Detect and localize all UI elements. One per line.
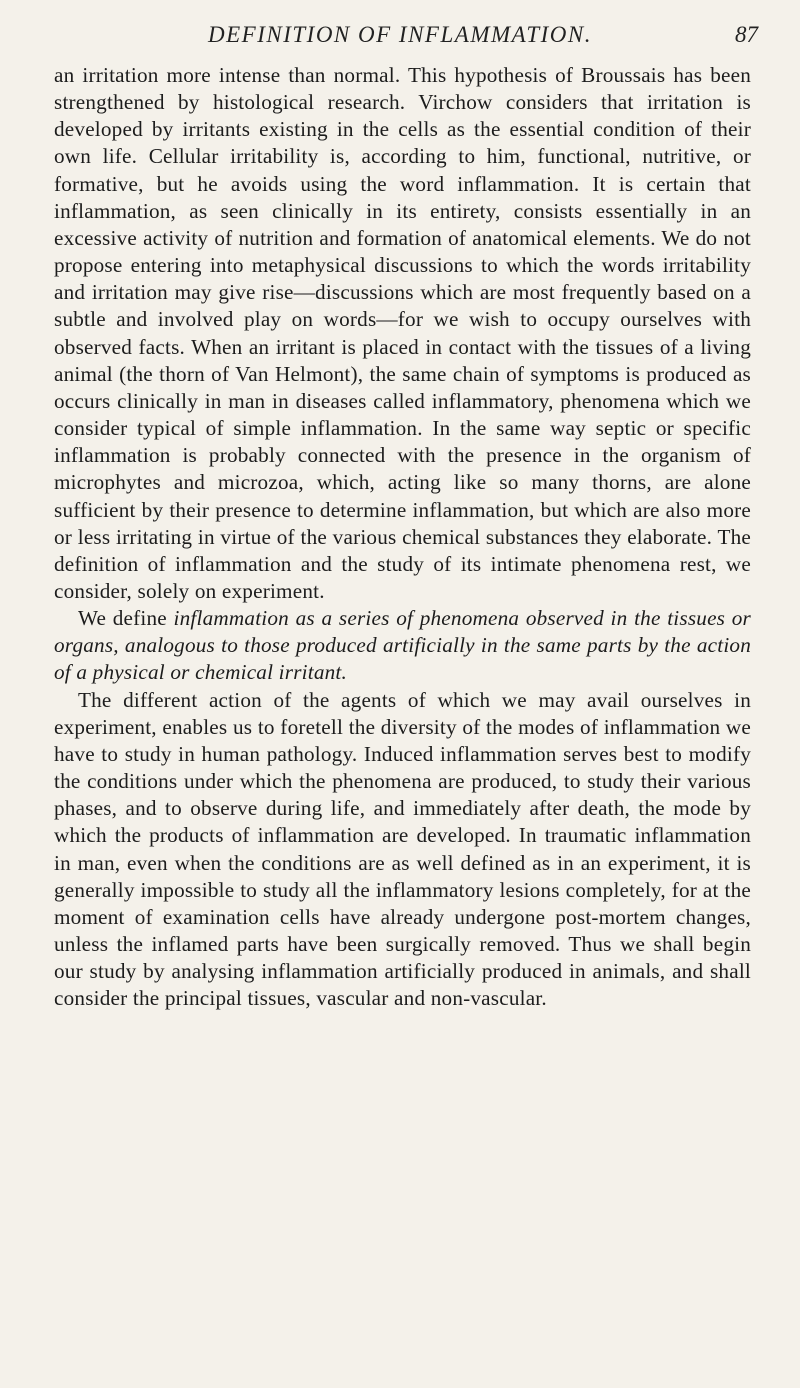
- paragraph-3: The different action of the agents of which we may avail ourselves in experiment, enables us to foretell the diversity of the modes of inflammation we have to study in human pathology. Induced inflammation serves best to modify the conditions under which the phenomena are produced, to study their various phases, and to observe during life, and immediately after death, the mode by which the products of inflammation are developed. In traumatic inflammation in man, even when the conditions are as well defined as in an experiment, it is generally impossible to study all the inflammatory lesions completely, for at the moment of examination cells have already undergone post-mortem changes, unless the inflamed parts have been surgically removed. Thus we shall begin our study by analysing inflammation artificially produced in animals, and shall consider the principal tissues, vascular and non-vascular.: [54, 687, 751, 1011]
- definition-lead-in: We define: [78, 606, 167, 631]
- definition-italic-text: inflammation as a series of phenomena observed in the tissues or organs, analogous to those produced artificially in the same parts by the action of a physical or chemical irritant.: [54, 606, 752, 685]
- body-text: [54, 62, 751, 1012]
- page-number: 87: [735, 22, 758, 47]
- paragraph-2-definition: [54, 605, 751, 686]
- running-title: DEFINITION OF INFLAMMATION.: [208, 22, 592, 47]
- page-header: [0, 14, 800, 54]
- paragraph-1: an irritation more intense than normal. This hypothesis of Broussais has been strengthened by histological research. Virchow considers that irritation is developed by irritants existing in the cells as the essential condition of their own life. Cellular irritability is, according to him, functional, nutritive, or formative, but he avoids using the word inflammation. It is certain that inflammation, as seen clinically in its entirety, consists essentially in an excessive activity of nutrition and formation of anatomical elements. We do not propose entering into metaphysical discussions to which the words irritability and irritation may give rise—discussions which are most frequently based on a subtle and involved play on words—for we wish to occupy ourselves with observed facts. When an irritant is placed in contact with the tissues of a living animal (the thorn of Van Helmont), the same chain of symptoms is produced as occurs clinically in man in diseases called inflammatory, phenomena which we consider typical of simple inflammation. In the same way septic or specific inflammation is probably connected with the presence in the organism of microphytes and microzoa, which, acting like so many thorns, are alone sufficient by their presence to determine inflammation, but which are also more or less irritating in virtue of the various chemical substances they elaborate. The definition of inflammation and the study of its intimate phenomena rest, we consider, solely on experiment.: [54, 63, 751, 603]
